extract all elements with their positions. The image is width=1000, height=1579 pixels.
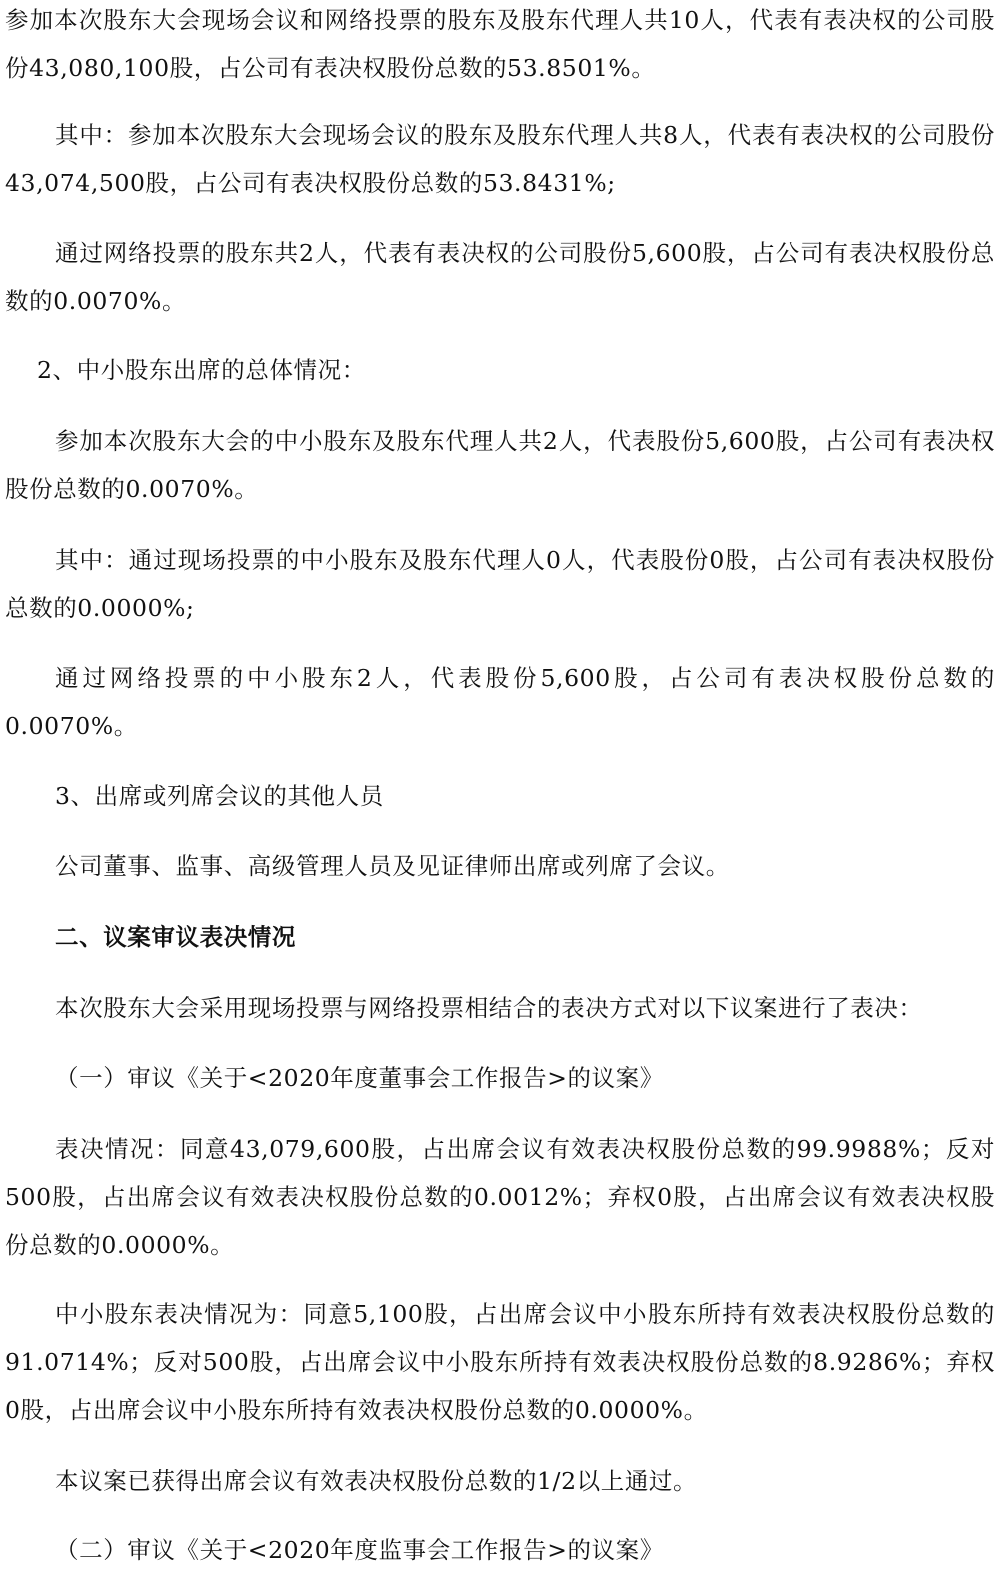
paragraph-proposal-1-minority-vote: 中小股东表决情况为：同意5,100股，占出席会议中小股东所持有效表决权股份总数的91.0714%；反对500股，占出席会议中小股东所持有效表决权股份总数的8.9286%；弃权0股，占出席会议中小股东所持有效表决权股份总数的0.0000%。 — [5, 1300, 995, 1424]
section-heading-minority-attendance: 2、中小股东出席的总体情况： — [37, 356, 366, 384]
paragraph-onsite-attendance: 其中：参加本次股东大会现场会议的股东及股东代理人共8人，代表有表决权的公司股份43,074,500股，占公司有表决权股份总数的53.8431%; — [5, 121, 995, 197]
paragraph-proposal-1-result: 本议案已获得出席会议有效表决权股份总数的1/2以上通过。 — [55, 1467, 698, 1495]
section-heading-other-attendees: 3、出席或列席会议的其他人员 — [55, 782, 384, 810]
paragraph-attendance-total: 参加本次股东大会现场会议和网络投票的股东及股东代理人共10人，代表有表决权的公司股份43,080,100股，占公司有表决权股份总数的53.8501%。 — [5, 6, 995, 82]
section-heading-resolutions: 二、议案审议表决情况 — [55, 923, 296, 951]
paragraph-minority-onsite: 其中：通过现场投票的中小股东及股东代理人0人，代表股份0股，占公司有表决权股份总数的0.0000%; — [5, 546, 995, 622]
paragraph-minority-total: 参加本次股东大会的中小股东及股东代理人共2人，代表股份5,600股，占公司有表决权股份总数的0.0070%。 — [5, 427, 995, 503]
proposal-title-2: （二）审议《关于<2020年度监事会工作报告>的议案》 — [55, 1536, 664, 1564]
paragraph-proposal-1-vote: 表决情况：同意43,079,600股，占出席会议有效表决权股份总数的99.9988%；反对500股，占出席会议有效表决权股份总数的0.0012%；弃权0股，占出席会议有效表决权股份总数的0.0000%。 — [5, 1135, 995, 1259]
proposal-title-1: （一）审议《关于<2020年度董事会工作报告>的议案》 — [55, 1064, 664, 1092]
paragraph-online-attendance: 通过网络投票的股东共2人，代表有表决权的公司股份5,600股，占公司有表决权股份总数的0.0070%。 — [5, 239, 995, 315]
paragraph-other-attendees: 公司董事、监事、高级管理人员及见证律师出席或列席了会议。 — [55, 852, 730, 880]
paragraph-minority-online: 通过网络投票的中小股东2人，代表股份5,600股，占公司有表决权股份总数的0.0070%。 — [5, 664, 995, 740]
paragraph-voting-method: 本次股东大会采用现场投票与网络投票相结合的表决方式对以下议案进行了表决： — [55, 994, 923, 1022]
